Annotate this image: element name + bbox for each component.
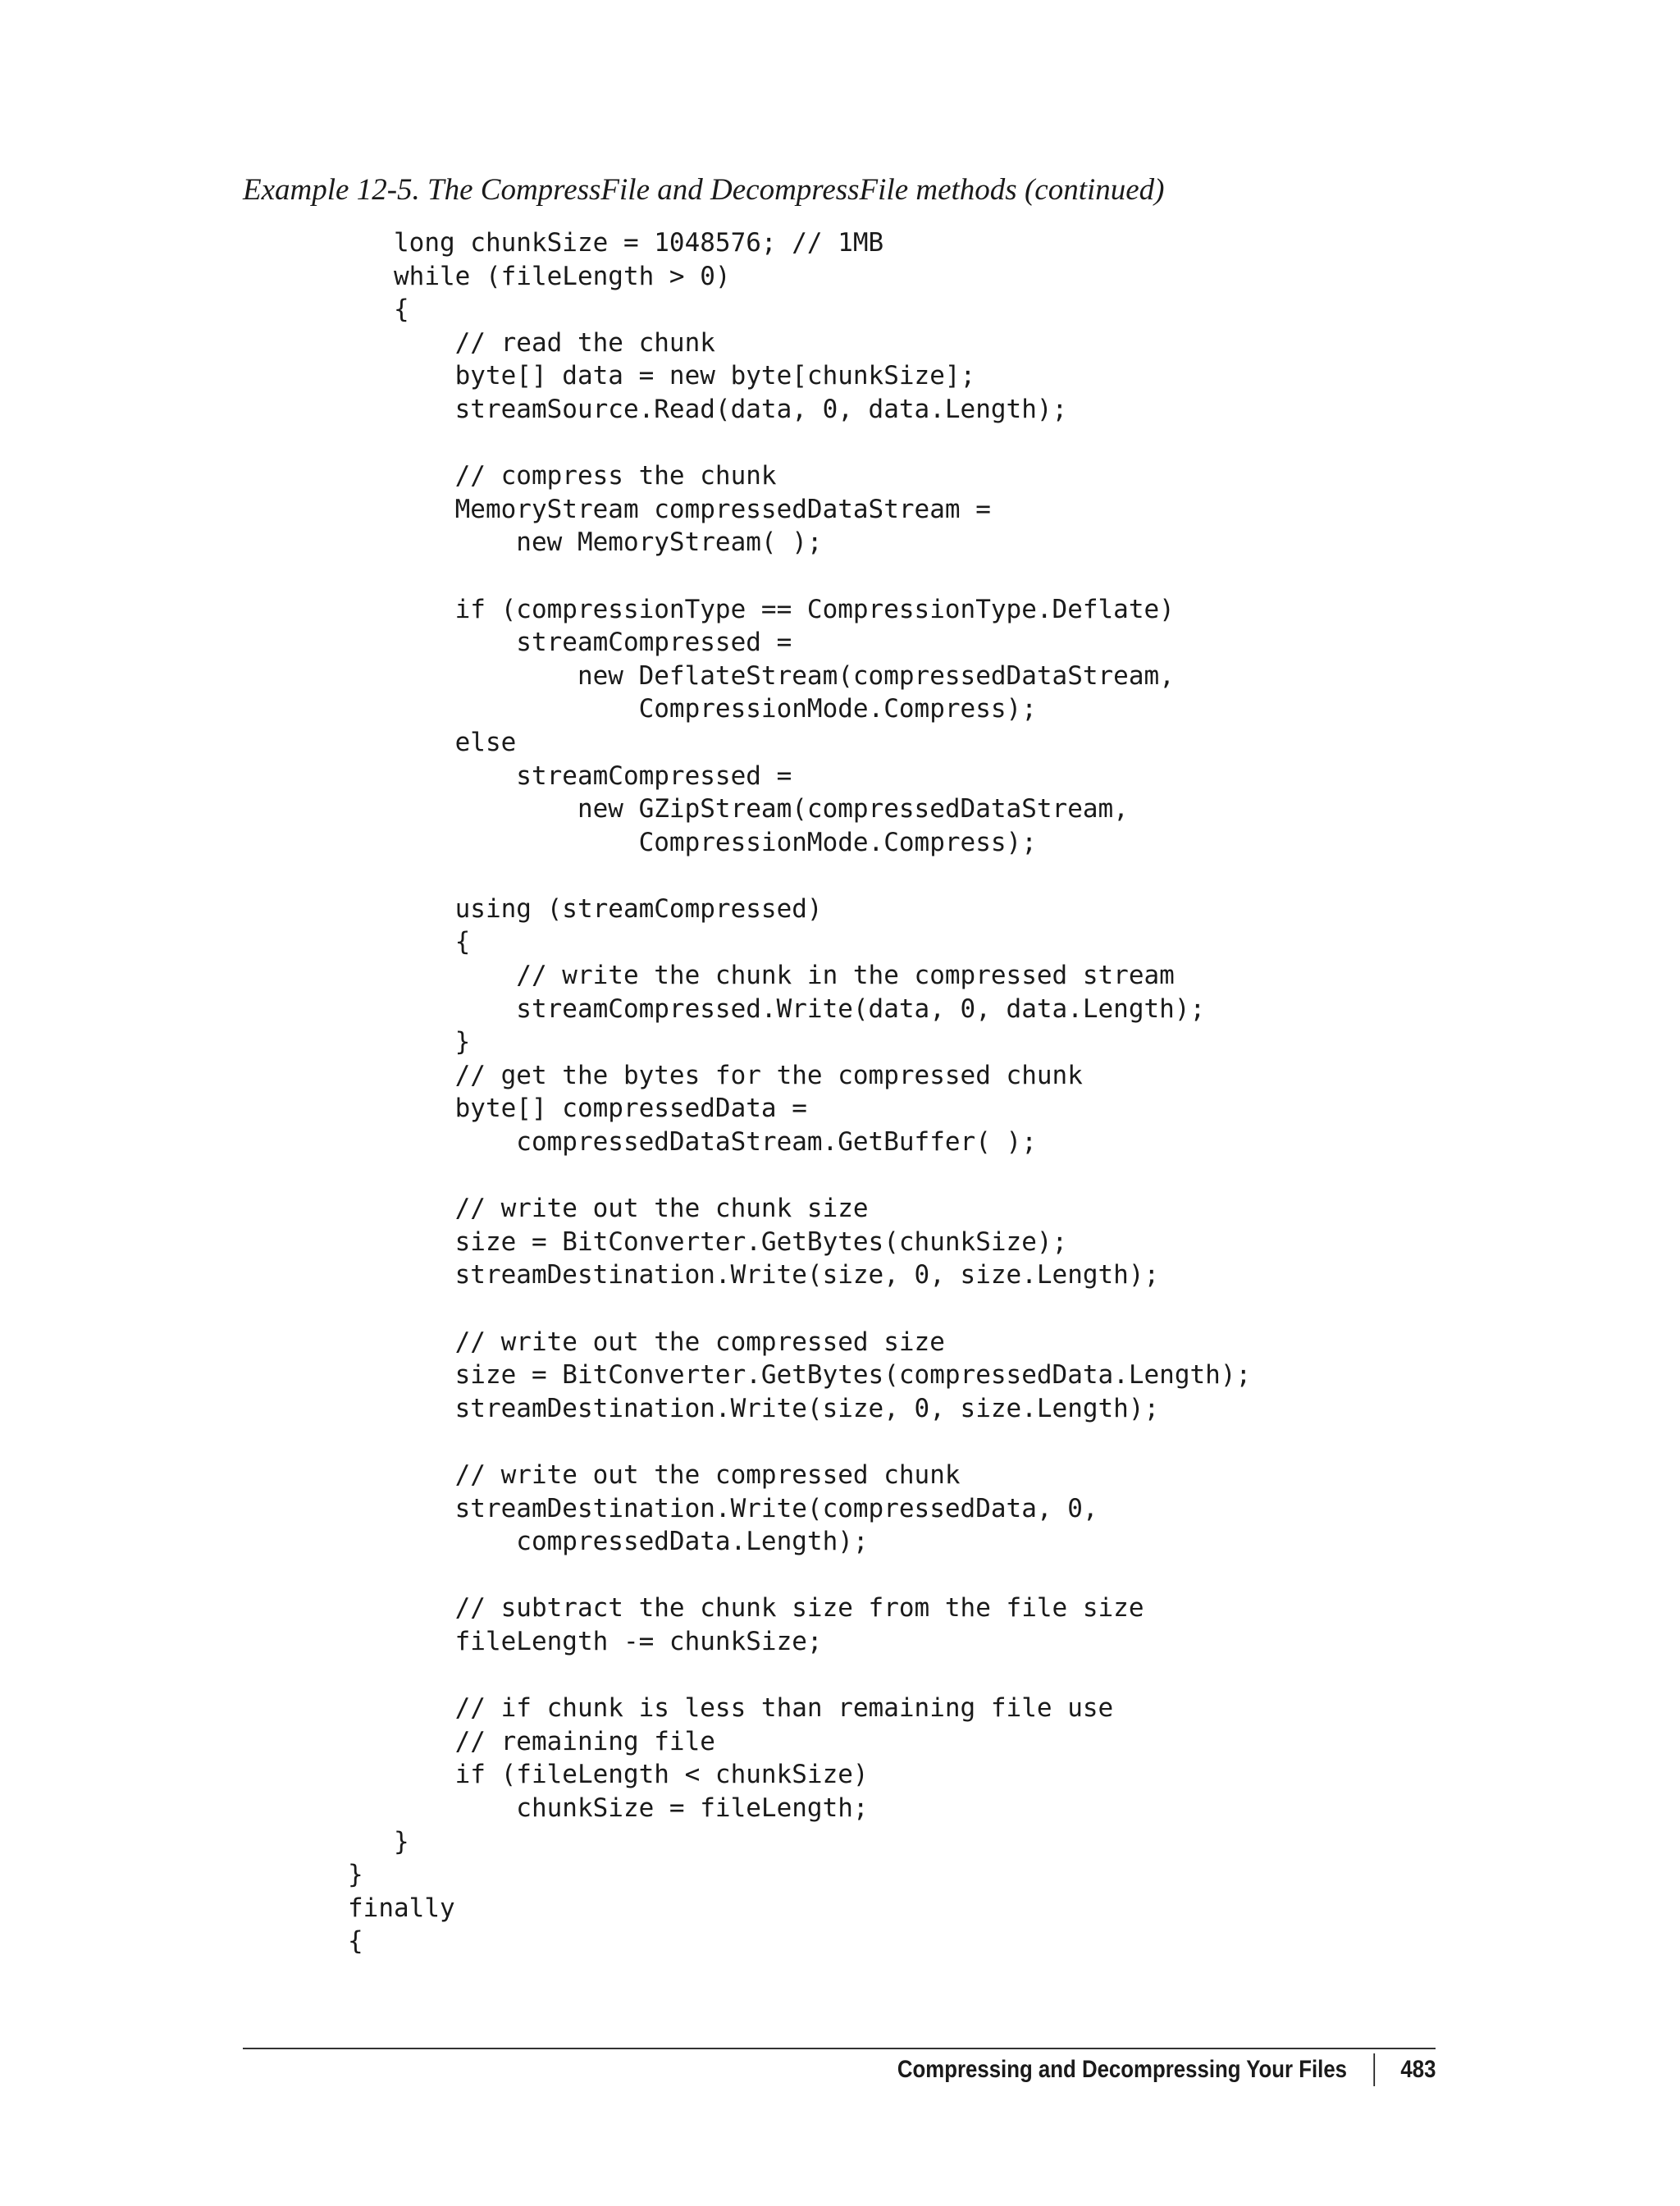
code-line: new GZipStream(compressedDataStream, (348, 794, 1129, 824)
code-line (348, 1559, 1251, 1592)
code-line: byte[] compressedData = (348, 1094, 807, 1124)
page-footer (897, 2049, 1436, 2090)
code-line (348, 559, 1251, 593)
code-line: using (streamCompressed) (348, 893, 823, 924)
code-line: else (348, 727, 517, 757)
code-line: CompressionMode.Compress); (348, 694, 1037, 724)
code-line: if (compressionType == CompressionType.Deflate) (348, 594, 1175, 624)
caption-label: Example 12-5. (243, 173, 420, 207)
code-line: long chunkSize = 1048576; // 1MB (348, 228, 884, 258)
code-line: size = BitConverter.GetBytes(chunkSize); (348, 1226, 1068, 1257)
code-line (348, 427, 1251, 460)
caption-title: The CompressFile and DecompressFile methods (continued) (427, 173, 1165, 207)
code-line: // remaining file (348, 1726, 715, 1756)
code-line: if (fileLength < chunkSize) (348, 1760, 869, 1790)
code-line: { (348, 1926, 363, 1957)
code-line: streamDestination.Write(compressedData, 0, (348, 1493, 1098, 1523)
code-line: } (348, 1826, 409, 1857)
code-line (348, 1292, 1251, 1326)
code-line: compressedDataStream.GetBuffer( ); (348, 1127, 1037, 1158)
code-line (348, 1159, 1251, 1193)
code-line (348, 859, 1251, 893)
code-line: fileLength -= chunkSize; (348, 1626, 823, 1656)
code-line: new MemoryStream( ); (348, 528, 823, 558)
code-line: // if chunk is less than remaining file use (348, 1693, 1114, 1724)
code-line: // get the bytes for the compressed chunk (348, 1060, 1083, 1090)
code-line: streamSource.Read(data, 0, data.Length); (348, 394, 1068, 424)
footer-separator (1373, 2053, 1375, 2086)
code-line: compressedData.Length); (348, 1527, 869, 1557)
code-line: // write out the compressed chunk (348, 1459, 961, 1490)
code-line: { (348, 927, 471, 957)
code-line: // subtract the chunk size from the file size (348, 1593, 1144, 1624)
code-line: byte[] data = new byte[chunkSize]; (348, 361, 976, 391)
code-line: // write the chunk in the compressed stream (348, 961, 1175, 991)
code-line: } (348, 1860, 363, 1890)
code-line: new DeflateStream(compressedDataStream, (348, 660, 1175, 691)
code-line: while (fileLength > 0) (348, 261, 731, 291)
code-line (348, 1425, 1251, 1459)
example-caption (243, 171, 1165, 210)
code-line: streamCompressed = (348, 628, 792, 658)
code-line: streamDestination.Write(size, 0, size.Length); (348, 1393, 1160, 1423)
code-line: { (348, 295, 409, 325)
code-line: size = BitConverter.GetBytes(compressedData.Length); (348, 1360, 1252, 1391)
code-line: chunkSize = fileLength; (348, 1793, 869, 1823)
footer-section-title: Compressing and Decompressing Your Files (897, 2056, 1347, 2083)
code-line: // compress the chunk (348, 461, 777, 491)
code-line: } (348, 1027, 471, 1057)
code-line: streamDestination.Write(size, 0, size.Length); (348, 1260, 1160, 1290)
code-listing (348, 226, 1251, 1958)
code-line: CompressionMode.Compress); (348, 827, 1037, 857)
code-line (348, 1659, 1251, 1692)
code-line: // write out the chunk size (348, 1194, 869, 1224)
code-line: // read the chunk (348, 327, 715, 358)
code-line: MemoryStream compressedDataStream = (348, 494, 991, 524)
code-line: finally (348, 1893, 455, 1923)
code-line: // write out the compressed size (348, 1327, 945, 1357)
code-line: streamCompressed = (348, 760, 792, 791)
page-number: 483 (1399, 2056, 1436, 2083)
code-line: streamCompressed.Write(data, 0, data.Length); (348, 993, 1206, 1024)
